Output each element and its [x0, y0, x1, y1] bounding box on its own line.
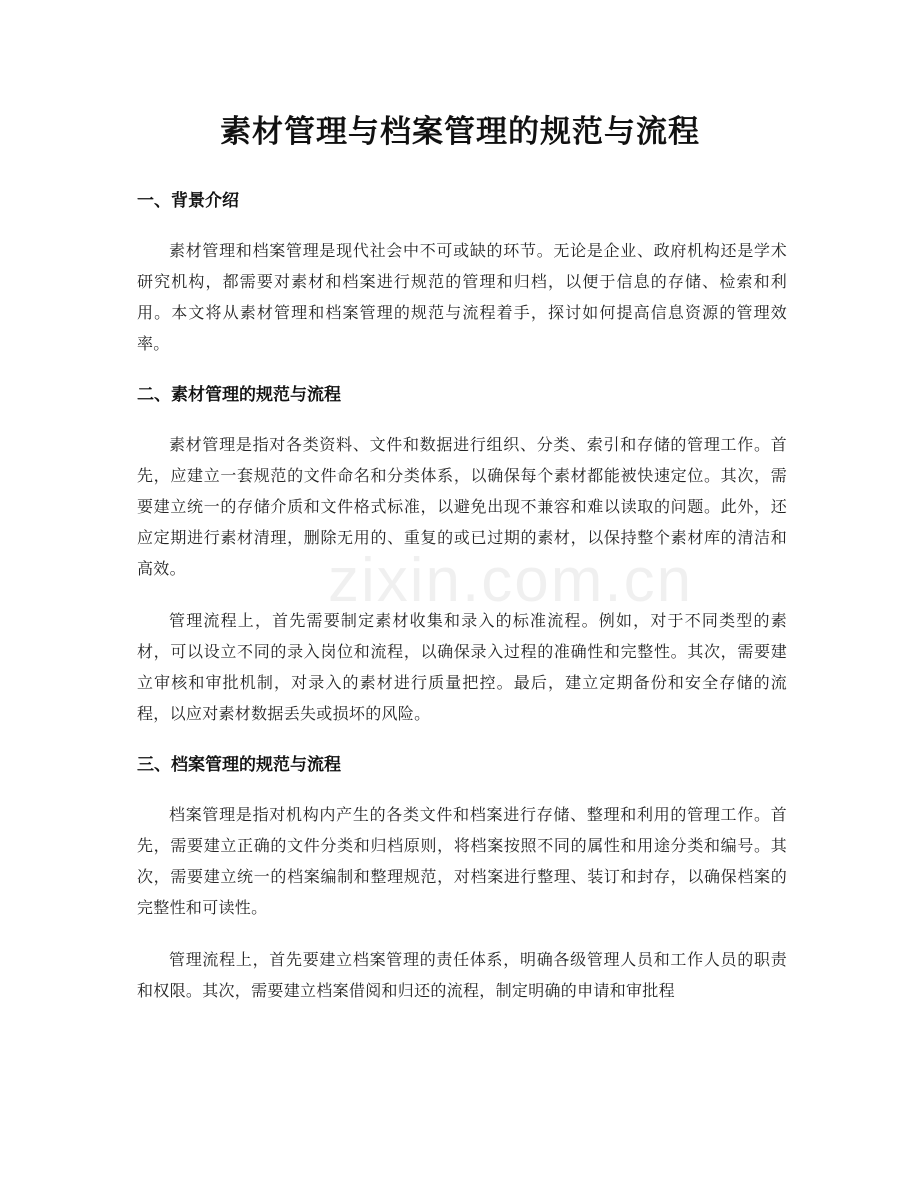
section-heading: 二、素材管理的规范与流程	[137, 385, 341, 405]
section-background	[137, 186, 787, 359]
section-heading: 三、档案管理的规范与流程	[137, 755, 341, 775]
section-heading: 一、背景介绍	[137, 191, 239, 211]
section-material-management	[137, 380, 787, 729]
paragraph: 管理流程上，首先需要制定素材收集和录入的标准流程。例如，对于不同类型的素材，可以设立不同的录入岗位和流程，以确保录入过程的准确性和完整性。其次，需要建立审核和审批机制，对录入的素材进行质量把控。最后，建立定期备份和安全存储的流程，以应对素材数据丢失或损坏的风险。	[137, 611, 787, 723]
watermark-text: zixin.com.cn	[328, 546, 694, 615]
document-body	[137, 186, 787, 1006]
paragraph: 管理流程上，首先要建立档案管理的责任体系，明确各级管理人员和工作人员的职责和权限。其次，需要建立档案借阅和归还的流程，制定明确的申请和审批程	[137, 950, 787, 1000]
document-title: 素材管理与档案管理的规范与流程	[220, 114, 700, 150]
paragraph: 档案管理是指对机构内产生的各类文件和档案进行存储、整理和利用的管理工作。首先，需要建立正确的文件分类和归档原则，将档案按照不同的属性和用途分类和编号。其次，需要建立统一的档案编制和整理规范，对档案进行整理、装订和封存，以确保档案的完整性和可读性。	[137, 805, 787, 917]
paragraph: 素材管理是指对各类资料、文件和数据进行组织、分类、索引和存储的管理工作。首先，应建立一套规范的文件命名和分类体系，以确保每个素材都能被快速定位。其次，需要建立统一的存储介质和文件格式标准，以避免出现不兼容和难以读取的问题。此外，还应定期进行素材清理，删除无用的、重复的或已过期的素材，以保持整个素材库的清洁和高效。	[137, 435, 787, 578]
paragraph: 素材管理和档案管理是现代社会中不可或缺的环节。无论是企业、政府机构还是学术研究机构，都需要对素材和档案进行规范的管理和归档，以便于信息的存储、检索和利用。本文将从素材管理和档案管理的规范与流程着手，探讨如何提高信息资源的管理效率。	[137, 241, 787, 353]
section-archive-management	[137, 750, 787, 1006]
